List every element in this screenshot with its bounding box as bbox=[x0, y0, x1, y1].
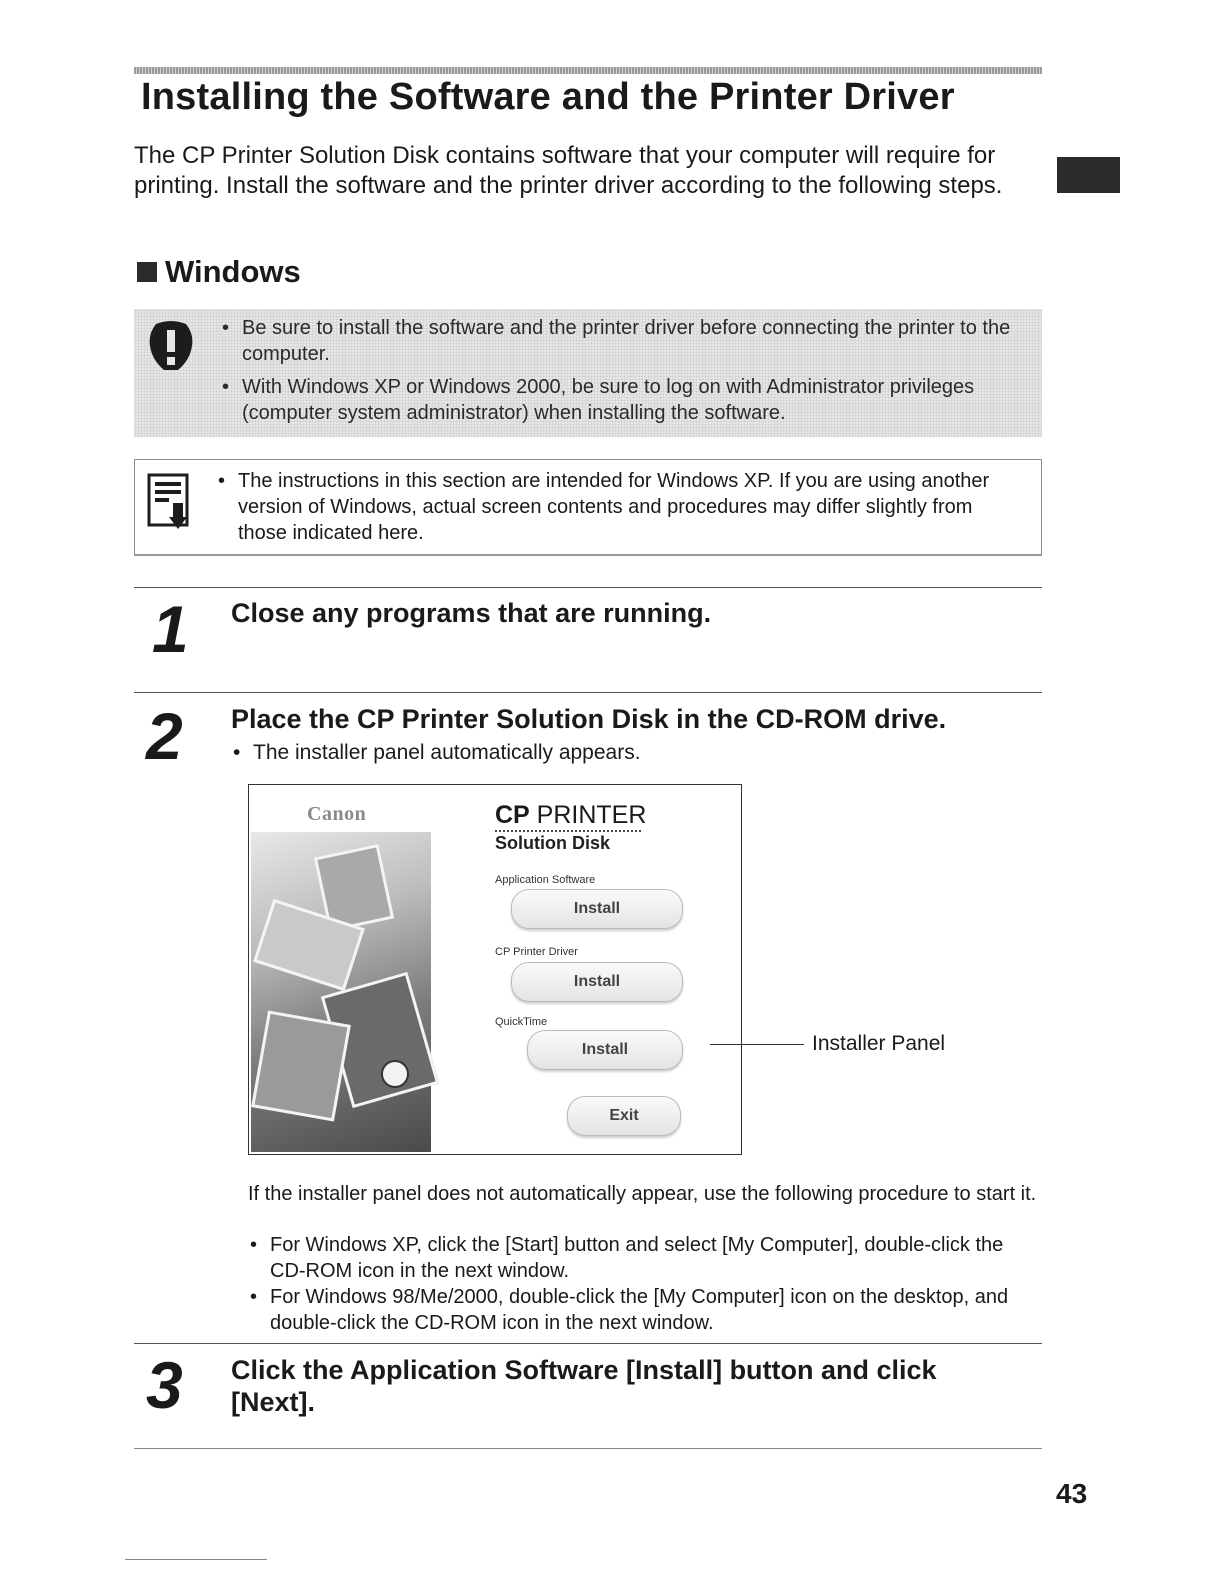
cp-printer-title bbox=[495, 801, 646, 830]
fallback-item: • For Windows 98/Me/2000, double-click the [My Computer] icon on the desktop, and double-click the CD-ROM icon in the next window. bbox=[248, 1284, 1038, 1336]
caution-icon bbox=[148, 320, 194, 372]
caution-item: • With Windows XP or Windows 2000, be sure to log on with Administrator privileges (computer system administrator) when installing the software. bbox=[220, 374, 1035, 426]
cp-title-underline bbox=[495, 830, 641, 832]
cp-title-rest: PRINTER bbox=[529, 801, 647, 829]
chapter-tab-marker bbox=[1057, 157, 1120, 193]
fallback-list bbox=[248, 1232, 1038, 1336]
install-application-software-button[interactable]: Install bbox=[511, 889, 683, 929]
step-2-bullet: • The installer panel automatically appears. bbox=[231, 740, 1021, 766]
section-heading-windows bbox=[137, 254, 301, 290]
application-software-label: Application Software bbox=[495, 874, 596, 886]
step-3-title: Click the Application Software [Install] button and click [Next]. bbox=[231, 1355, 937, 1417]
page-title: Installing the Software and the Printer Driver bbox=[141, 76, 955, 118]
intro-paragraph: The CP Printer Solution Disk contains software that your computer will require for printing. Install the software and the printer driver according to the following steps. bbox=[134, 142, 1003, 199]
step-2-bullets bbox=[231, 740, 1021, 766]
step-3-rule bbox=[134, 1343, 1042, 1344]
install-printer-driver-button[interactable]: Install bbox=[511, 962, 683, 1002]
caution-item: • Be sure to install the software and the printer driver before connecting the printer to the computer. bbox=[220, 315, 1035, 367]
step-2-title: Place the CP Printer Solution Disk in the CD-ROM drive. bbox=[231, 704, 947, 734]
installer-panel-screenshot bbox=[248, 784, 742, 1155]
corner-line bbox=[125, 1559, 267, 1560]
step-2-number: 2 bbox=[146, 699, 181, 773]
step-1-title: Close any programs that are running. bbox=[231, 598, 712, 628]
bottom-rule bbox=[134, 1448, 1042, 1449]
page-number: 43 bbox=[1056, 1478, 1088, 1509]
note-list bbox=[216, 468, 1026, 546]
fallback-instructions: If the installer panel does not automatically appear, use the following procedure to start it. bbox=[248, 1183, 1037, 1205]
installer-panel-callout: Installer Panel bbox=[812, 1032, 946, 1055]
top-rule bbox=[134, 67, 1042, 74]
canon-logo: Canon bbox=[307, 803, 367, 825]
printer-driver-label: CP Printer Driver bbox=[495, 946, 578, 958]
quicktime-label: QuickTime bbox=[495, 1016, 548, 1028]
square-bullet-icon bbox=[137, 262, 157, 282]
cp-subtitle: Solution Disk bbox=[495, 833, 611, 853]
callout-leader-line bbox=[710, 1044, 804, 1045]
panel-photo-collage bbox=[251, 832, 431, 1152]
section-heading-text: Windows bbox=[165, 254, 301, 289]
fallback-item: • For Windows XP, click the [Start] button and select [My Computer], double-click the CD-ROM icon in the next window. bbox=[248, 1232, 1038, 1284]
caution-list bbox=[220, 315, 1035, 433]
memo-icon bbox=[147, 473, 193, 533]
step-2-rule bbox=[134, 692, 1042, 693]
step-3-number: 3 bbox=[146, 1348, 181, 1422]
step-1-number: 1 bbox=[152, 592, 187, 666]
note-item: • The instructions in this section are intended for Windows XP. If you are using another version of Windows, actual screen contents and procedures may differ slightly from those indicated here. bbox=[216, 468, 1026, 546]
exit-button[interactable]: Exit bbox=[567, 1096, 681, 1136]
install-quicktime-button[interactable]: Install bbox=[527, 1030, 683, 1070]
step-1-rule bbox=[134, 587, 1042, 588]
cp-title-bold: CP bbox=[495, 801, 530, 829]
